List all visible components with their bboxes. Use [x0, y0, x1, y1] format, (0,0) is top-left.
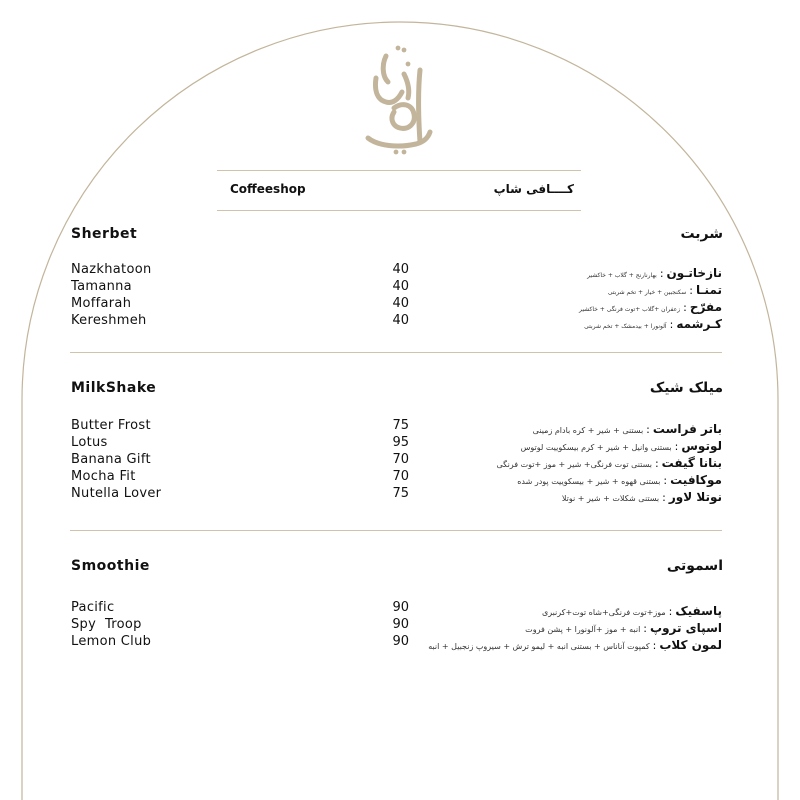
item-price: 90	[392, 600, 409, 615]
item-desc-fa: بهارنارنج + گلاب + خاکشیر	[587, 272, 657, 279]
item-desc-fa: زعفران +گلاب +توت فرنگی + خاکشیر	[579, 306, 681, 313]
menu-item	[0, 600, 800, 617]
item-fa: کـرشمه:آلونورا + بیدمشک + تخم شربتی	[584, 317, 722, 331]
item-desc-fa: بستنی وانیل + شیر + کرم بیسکوییت لوتوس	[520, 443, 672, 452]
section-divider	[70, 352, 722, 353]
item-fa: لوتوس:بستنی وانیل + شیر + کرم بیسکوییت لوتوس	[520, 439, 722, 453]
item-desc-fa: بستنی + شیر + کره بادام زمینی	[532, 426, 644, 435]
section-title-en: Smoothie	[71, 558, 150, 574]
item-price: 70	[392, 469, 409, 484]
item-price: 90	[392, 617, 409, 632]
section-title-fa: شربت	[680, 226, 723, 242]
header-top-line	[217, 170, 581, 171]
item-name-en: Nazkhatoon	[71, 262, 152, 277]
item-fa: نوتلا لاور:بستنی شکلات + شیر + نوتلا	[561, 490, 722, 504]
item-name-en: Moffarah	[71, 296, 132, 311]
item-price: 40	[392, 262, 409, 277]
item-name-fa: بنانا گیفت	[661, 456, 722, 470]
item-fa: باتر فراست:بستنی + شیر + کره بادام زمینی	[532, 422, 722, 436]
menu-item	[0, 634, 800, 651]
menu-item	[0, 418, 800, 435]
item-name-fa: موکافیت	[670, 473, 722, 487]
item-name-en: Mocha Fit	[71, 469, 136, 484]
item-name-fa: تمنـا	[695, 283, 722, 297]
menu-item	[0, 313, 800, 330]
item-name-fa: لوتوس	[681, 439, 722, 453]
section-title-en: MilkShake	[71, 380, 157, 396]
item-fa: موکافیت:بستنی قهوه + شیر + بیسکوییت پودر شده	[517, 473, 722, 487]
item-name-en: Tamanna	[71, 279, 132, 294]
item-desc-fa: بستنی توت فرنگی+ شیر + موز +توت فرنگی	[496, 460, 652, 469]
menu-item	[0, 296, 800, 313]
item-name-en: Spy Troop	[71, 617, 142, 632]
item-desc-fa: سکنجبین + خیار + تخم شربتی	[607, 289, 687, 296]
item-fa: پاسفیک:موز+توت فرنگی+شاه توت+کرنبری	[541, 604, 722, 618]
menu-item	[0, 279, 800, 296]
menu-item	[0, 486, 800, 503]
item-price: 75	[392, 486, 409, 501]
item-price: 40	[392, 279, 409, 294]
header-title-en: Coffeeshop	[230, 182, 306, 196]
menu-item	[0, 262, 800, 279]
item-name-fa: نازخاتـون	[666, 266, 722, 280]
item-name-en: Butter Frost	[71, 418, 151, 433]
item-name-fa: اسپای تروپ	[650, 621, 722, 635]
item-desc-fa: انبه + موز +آلونورا + پشن فروت	[525, 625, 641, 634]
item-fa: بنانا گیفت:بستنی توت فرنگی+ شیر + موز +توت فرنگی	[496, 456, 722, 470]
item-name-en: Pacific	[71, 600, 115, 615]
item-desc-fa: کمپوت آناناس + بستنی انبه + لیمو ترش + سیروپ زنجبیل + انبه	[428, 642, 650, 651]
section-divider	[70, 530, 722, 531]
item-name-en: Nutella Lover	[71, 486, 162, 501]
item-price: 40	[392, 313, 409, 328]
item-desc-fa: بستنی شکلات + شیر + نوتلا	[561, 494, 660, 503]
item-fa: تمنـا:سکنجبین + خیار + تخم شربتی	[607, 283, 722, 297]
item-name-fa: لمون کلاب	[659, 638, 722, 652]
item-name-en: Kereshmeh	[71, 313, 147, 328]
item-fa: نازخاتـون:بهارنارنج + گلاب + خاکشیر	[587, 266, 722, 280]
item-name-en: Lotus	[71, 435, 108, 450]
menu-item	[0, 469, 800, 486]
menu-item	[0, 435, 800, 452]
item-name-en: Lemon Club	[71, 634, 152, 649]
section-title-fa: میلک شیک	[649, 380, 723, 396]
header-bottom-line	[217, 210, 581, 211]
header-title-fa: کــــافی شاپ	[493, 182, 574, 196]
item-name-fa: پاسفیک	[675, 604, 722, 618]
item-desc-fa: بستنی قهوه + شیر + بیسکوییت پودر شده	[517, 477, 661, 486]
item-fa: لمون کلاب:کمپوت آناناس + بستنی انبه + لیمو ترش + سیروپ زنجبیل + انبه	[428, 638, 722, 652]
item-price: 95	[392, 435, 409, 450]
item-price: 75	[392, 418, 409, 433]
item-price: 90	[392, 634, 409, 649]
menu-item	[0, 617, 800, 634]
item-price: 40	[392, 296, 409, 311]
calligraphy-logo	[358, 42, 442, 160]
item-desc-fa: آلونورا + بیدمشک + تخم شربتی	[584, 323, 667, 330]
item-fa: مفرّح:زعفران +گلاب +توت فرنگی + خاکشیر	[579, 300, 722, 314]
section-title-fa: اسموتی	[666, 558, 723, 574]
item-fa: اسپای تروپ:انبه + موز +آلونورا + پشن فروت	[525, 621, 722, 635]
item-name-fa: نوتلا لاور	[668, 490, 722, 504]
item-name-fa: کـرشمه	[676, 317, 722, 331]
item-name-fa: مفرّح	[689, 300, 722, 314]
item-desc-fa: موز+توت فرنگی+شاه توت+کرنبری	[541, 608, 666, 617]
section-title-en: Sherbet	[71, 226, 138, 242]
menu-item	[0, 452, 800, 469]
item-name-fa: باتر فراست	[652, 422, 722, 436]
item-name-en: Banana Gift	[71, 452, 151, 467]
item-price: 70	[392, 452, 409, 467]
